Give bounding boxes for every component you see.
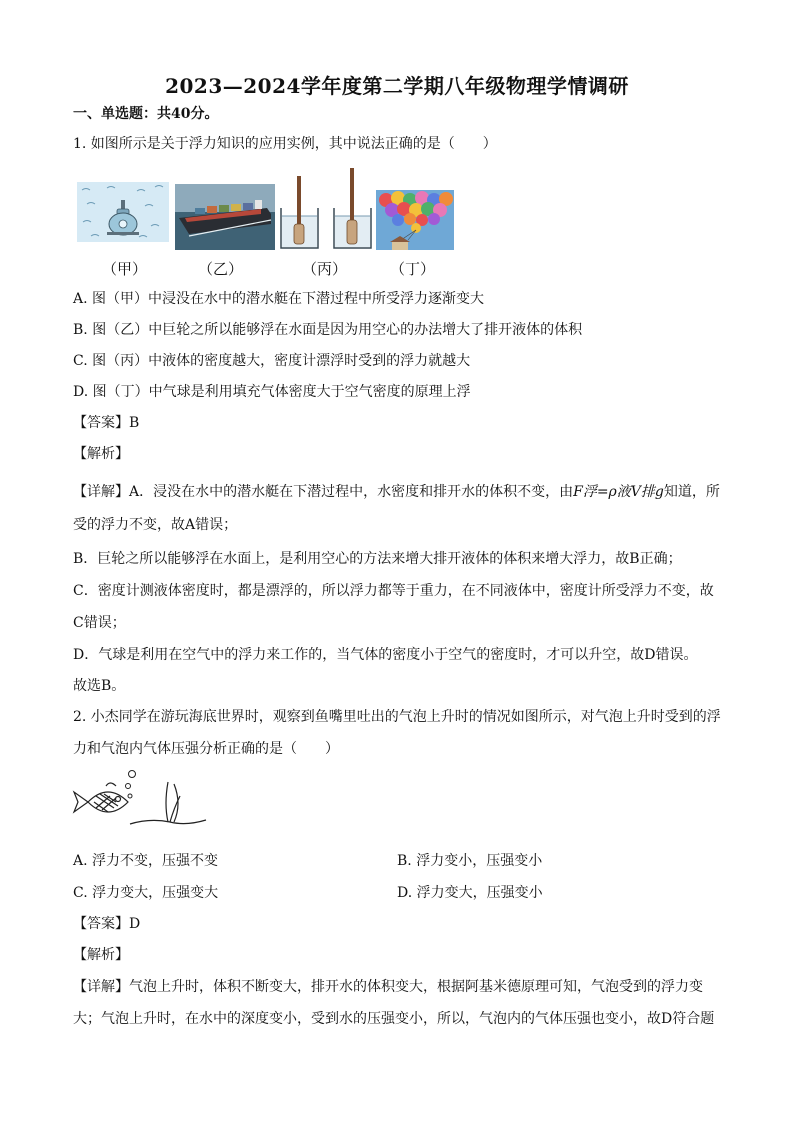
q1-detail-line-6: D．气球是利用在空气中的浮力来工作的，当气体的密度小于空气的密度时，才可以升空，故D错误。	[73, 647, 698, 663]
cargo-ship-figure	[175, 184, 275, 250]
q1-answer: 【答案】B	[73, 415, 140, 431]
fish-icon	[74, 783, 128, 812]
submarine-figure	[77, 182, 169, 242]
buoyancy-formula: F浮=ρ液V排g	[573, 484, 664, 500]
q2-option-a: A. 浮力不变，压强不变	[73, 853, 219, 869]
q2-stem-line-2: 力和气泡内气体压强分析正确的是（ ）	[73, 741, 339, 757]
q2-stem-line-1: 2. 小杰同学在游玩海底世界时，观察到鱼嘴里吐出的气泡上升时的情况如图所示，对气泡上升时受到的浮	[73, 709, 721, 725]
q1-stem: 1. 如图所示是关于浮力知识的应用实例，其中说法正确的是（ ）	[73, 136, 497, 152]
q2-option-c: C. 浮力变大，压强变大	[73, 885, 219, 901]
q1-detail-line-5: C错误；	[73, 615, 126, 631]
q1-detail-line-4: C．密度计测液体密度时，都是漂浮的，所以浮力都等于重力，在不同液体中，密度计所受浮力不变，故	[73, 583, 714, 599]
q1-detail-line-3: B．巨轮之所以能够浮在水面上，是利用空心的方法来增大排开液体的体积来增大浮力，故B正确；	[73, 551, 682, 567]
q1-detail-line-1	[73, 482, 733, 502]
q1-detail-text-end: 知道，所	[663, 484, 720, 500]
q1-option-c: C. 图（丙）中液体的密度越大，密度计漂浮时受到的浮力就越大	[73, 353, 471, 369]
q2-detail-line-1: 【详解】气泡上升时，体积不断变大，排开水的体积变大，根据阿基米德原理可知，气泡受到的浮力变	[73, 979, 703, 995]
seaweed-icon	[130, 782, 206, 824]
q2-detail-line-2: 大；气泡上升时，在水中的深度变小，受到水的压强变小，所以，气泡内的气体压强也变小，故D符合题	[73, 1011, 715, 1027]
q1-detail-text: 【详解】A．浸没在水中的潜水艇在下潜过程中，水密度和排开水的体积不变，由	[73, 484, 574, 500]
q1-option-b: B. 图（乙）中巨轮之所以能够浮在水面是因为用空心的办法增大了排开液体的体积	[73, 322, 583, 338]
page-title: 2023—2024学年度第二学期八年级物理学情调研	[165, 74, 629, 98]
section-heading: 一、单选题：共40分。	[73, 106, 219, 122]
balloon-house-figure	[376, 190, 454, 250]
q2-option-d: D. 浮力变大，压强变小	[397, 885, 543, 901]
hydrometer-figure	[278, 168, 378, 252]
hydrometer-left-icon	[294, 176, 304, 244]
q2-answer: 【答案】D	[73, 916, 141, 932]
caption-ding: （丁）	[390, 260, 436, 278]
q1-detail-line-2: 受的浮力不变，故A错误；	[73, 517, 238, 533]
caption-bing: （丙）	[302, 260, 348, 278]
fish-bubbles-figure	[70, 768, 210, 832]
q1-option-d: D. 图（丁）中气球是利用填充气体密度大于空气密度的原理上浮	[73, 384, 471, 400]
q1-option-a: A. 图（甲）中浸没在水中的潜水艇在下潜过程中所受浮力逐渐变大	[73, 291, 485, 307]
q2-option-b: B. 浮力变小，压强变小	[397, 853, 543, 869]
q1-detail-line-7: 故选B。	[73, 678, 126, 694]
caption-jia: （甲）	[102, 260, 148, 278]
bubbles-icon	[126, 771, 136, 799]
q1-analysis-label: 【解析】	[73, 446, 129, 462]
q2-analysis-label: 【解析】	[73, 947, 129, 963]
hydrometer-right-icon	[347, 168, 357, 244]
caption-yi: （乙）	[198, 260, 244, 278]
